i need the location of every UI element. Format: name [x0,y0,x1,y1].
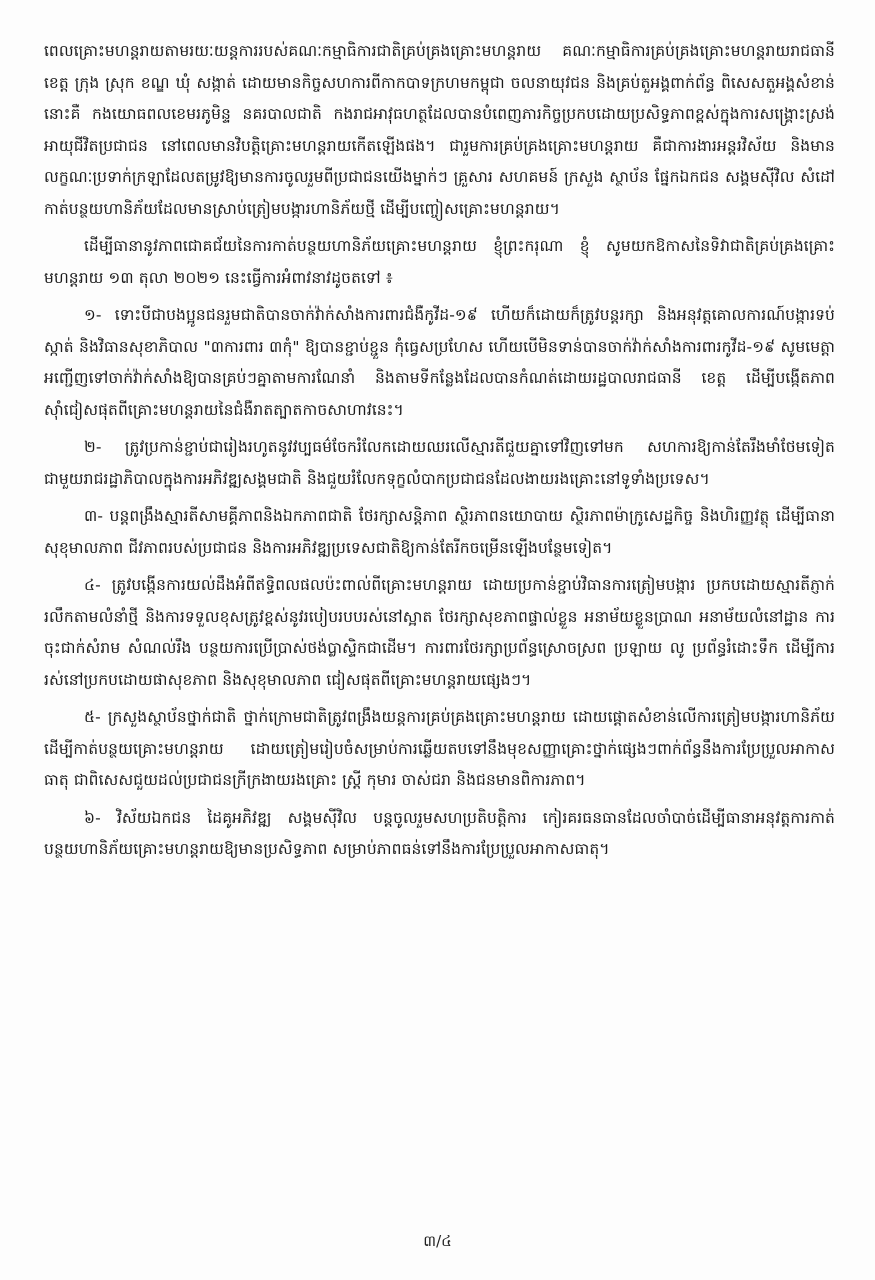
paragraph-appeal-intro: ដើម្បីធានានូវភាពជោគជ័យនៃការកាត់បន្ថយហានិភ័យគ្រោះមហន្តរាយ ខ្ញុំព្រះករុណា ខ្ញុំ សូមយកឱកាសនៃទិវាជាតិគ្រប់គ្រងគ្រោះមហន្តរាយ ១៣ តុលា ២០២១ នេះធ្វើការអំពាវនាវដូចតទៅ ៖ [44,237,835,287]
paragraph-disaster-management-intro: ពេលគ្រោះមហន្តរាយតាមរយៈយន្តការរបស់គណៈកម្មាធិការជាតិគ្រប់គ្រងគ្រោះមហន្តរាយ គណៈកម្មាធិការគ្រប់គ្រងគ្រោះមហន្តរាយរាជធានី ខេត្ត ក្រុង ស្រុក ខណ្ឌ ឃុំ សង្កាត់ ដោយមានកិច្ចសហការពីកាកបាទក្រហមកម្ពុជា ចលនាយុវជន និងគ្រប់តួអង្គពាក់ព័ន្ធ ពិសេសតួអង្គសំខាន់នោះគឺ កងយោធពលខេមរភូមិន្ទ នគរបាលជាតិ កងរាជអាវុធហត្ថដែលបានបំពេញភារកិច្ចប្រកបដោយប្រសិទ្ធភាពខ្ពស់ក្នុងការសង្គ្រោះស្រង់អាយុជីវិតប្រជាជន នៅពេលមានវិបត្តិគ្រោះមហន្តរាយកើតឡើងផង។ ជារួមការគ្រប់គ្រងគ្រោះមហន្តរាយ គឺជាការងារអន្តរវិស័យ និងមានលក្ខណៈប្រទាក់ក្រឡាដែលតម្រូវឱ្យមានការចូលរួមពីប្រជាជនយើងម្នាក់ៗ គ្រួសារ សហគមន៍ ក្រសួង ស្ថាប័ន ផ្នែកឯកជន សង្គមស៊ីវិល សំដៅកាត់បន្ថយហានិភ័យដែលមានស្រាប់ត្រៀមបង្ការហានិភ័យថ្មី ដើម្បីបញ្ចៀសគ្រោះមហន្តរាយ។ [44,42,835,218]
paragraph-appeal-item-4: ៤- ត្រូវបង្កើនការយល់ដឹងអំពីឥទ្ធិពលផលប៉ះពាល់ពីគ្រោះមហន្តរាយ ដោយប្រកាន់ខ្ជាប់វិធានការត្រៀមបង្ការ ប្រកបដោយស្មារតីភ្ញាក់រលឹកតាមលំនាំថ្មី និងការទទួលខុសត្រូវខ្ពស់នូវរបៀបរបបរស់នៅស្អាត ថែរក្សាសុខភាពផ្ទាល់ខ្លួន អនាម័យខ្លួនប្រាណ អនាម័យលំនៅដ្ឋាន ការចុះជាក់សំរាម សំណល់រឹង បន្ថយការប្រើប្រាស់ថង់ប្លាស្ទិកជាដើម។ ការពារថែរក្សាប្រព័ន្ធស្រោចស្រព ប្រឡាយ លូ ប្រព័ន្ធរំដោះទឹក ដើម្បីការរស់នៅប្រកបដោយផាសុខភាព និងសុខុមាលភាព ជៀសផុតពីគ្រោះមហន្តរាយផ្សេងៗ។ [44,576,835,689]
page-number: ៣/៤ [423,1232,452,1250]
paragraph-appeal-item-3: ៣- បន្តពង្រឹងស្មារតីសាមគ្គីភាពនិងឯកភាពជាតិ ថែរក្សាសន្តិភាព ស្ថិរភាពនយោបាយ ស្ថិរភាពម៉ាក្រូសេដ្ឋកិច្ច និងហិរញ្ញវត្ថុ ដើម្បីធានាសុខុមាលភាព ជីវភាពរបស់ប្រជាជន និងការអភិវឌ្ឍប្រទេសជាតិឱ្យកាន់តែរីកចម្រើនឡើងបន្ថែមទៀត។ [44,507,835,557]
paragraph-appeal-item-6: ៦- វិស័យឯកជន ដៃគូអភិវឌ្ឍ សង្គមស៊ីវិល បន្តចូលរួមសហប្រតិបត្តិការ កៀរគរធនធានដែលចាំបាច់ដើម្បីធានាអនុវត្តការកាត់បន្ថយហានិភ័យគ្រោះមហន្តរាយឱ្យមានប្រសិទ្ធភាព សម្រាប់ភាពធន់ទៅនឹងការប្រែប្រួលអាកាសធាតុ។ [44,808,835,858]
paragraph-appeal-item-5: ៥- ក្រសួងស្ថាប័នថ្នាក់ជាតិ ថ្នាក់ក្រោមជាតិត្រូវពង្រឹងយន្តការគ្រប់គ្រងគ្រោះមហន្តរាយ ដោយផ្ដោតសំខាន់លើការត្រៀមបង្ការហានិភ័យ ដើម្បីកាត់បន្ថយគ្រោះមហន្តរាយ ដោយត្រៀមរៀបចំសម្រាប់ការឆ្លើយតបទៅនឹងមុខសញ្ញាគ្រោះថ្នាក់ផ្សេងៗពាក់ព័ន្ធនឹងការប្រែប្រួលអាកាសធាតុ ជាពិសេសជួយដល់ប្រជាជនក្រីក្រងាយរងគ្រោះ ស្ត្រី កុមារ ចាស់ជរា និងជនមានពិការភាព។ [44,708,835,789]
paragraph-appeal-item-2: ២- ត្រូវប្រកាន់ខ្ជាប់ជារៀងរហូតនូវវប្បធម៌ចែករំលែកដោយឈរលើស្មារតីជួយគ្នាទៅវិញទៅមក សហការឱ្យកាន់តែរឹងមាំថែមទៀតជាមួយរាជរដ្ឋាភិបាលក្នុងការអភិវឌ្ឍសង្គមជាតិ និងជួយរំលែកទុក្ខលំបាកប្រជាជនដែលងាយរងគ្រោះនៅទូទាំងប្រទេស។ [44,438,835,488]
paragraph-appeal-item-1: ១- ទោះបីជាបងប្អូនជនរួមជាតិបានចាក់វ៉ាក់សាំងការពារជំងឺកូវីដ-១៩ ហើយក៏ដោយក៏ត្រូវបន្តរក្សា និងអនុវត្តគោលការណ៍បង្ការទប់ស្កាត់ និងវិធានសុខាភិបាល "៣ការពារ ៣កុំ" ឱ្យបានខ្ជាប់ខ្ជួន កុំធ្វេសប្រហែស ហើយបើមិនទាន់បានចាក់វ៉ាក់សាំងការពារកូវីដ-១៩ សូមមេត្តាអញ្ជើញទៅចាក់វ៉ាក់សាំងឱ្យបានគ្រប់ៗគ្នាតាមការណែនាំ និងតាមទីកន្លែងដែលបានកំណត់ដោយរដ្ឋបាលរាជធានី ខេត្ត ដើម្បីបង្កើតភាពស៊ាំជៀសផុតពីគ្រោះមហន្តរាយនៃជំងឺរាតត្បាតកាចសាហាវនេះ។ [44,306,835,419]
